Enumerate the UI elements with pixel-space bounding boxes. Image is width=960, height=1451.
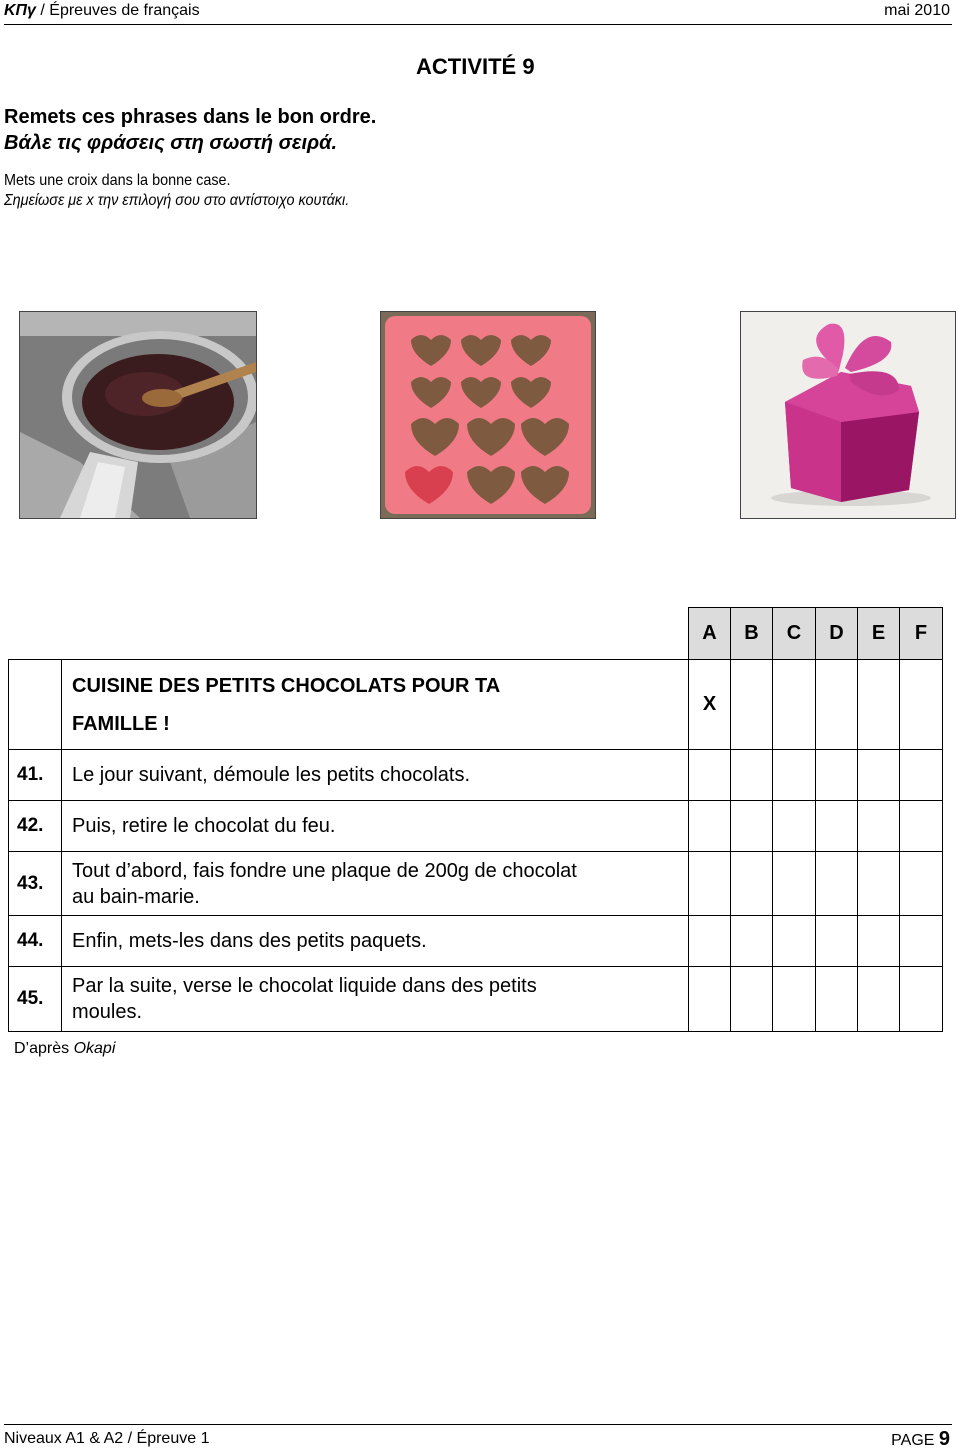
column-header: A	[689, 608, 731, 660]
answer-box[interactable]	[858, 967, 900, 1032]
header-date: mai 2010	[884, 2, 950, 19]
row-sentence: Puis, retire le chocolat du feu.	[62, 801, 689, 852]
row-number: 43.	[9, 852, 62, 916]
row-number: 41.	[9, 750, 62, 801]
answer-box[interactable]	[816, 660, 858, 750]
answer-box[interactable]	[900, 967, 943, 1032]
row-sentence-line1: Par la suite, verse le chocolat liquide dans des petits	[72, 975, 537, 997]
header-left	[4, 2, 200, 20]
photo-heart-mould	[380, 311, 596, 519]
blank-cell	[62, 608, 689, 660]
answer-box[interactable]	[731, 660, 773, 750]
source-credit	[14, 1040, 115, 1058]
example-title-line2: FAMILLE !	[72, 712, 170, 735]
table-row	[9, 852, 943, 916]
answer-box[interactable]	[858, 852, 900, 916]
row-sentence-line2: au bain-marie.	[72, 885, 200, 908]
answer-box[interactable]	[731, 967, 773, 1032]
column-header: E	[858, 608, 900, 660]
activity-title: ACTIVITÉ 9	[416, 54, 535, 79]
answer-box[interactable]	[900, 660, 943, 750]
row-sentence	[62, 852, 689, 916]
instruction-gr-sub: Σημείωσε με x την επιλογή σου στο αντίστοιχο κουτάκι.	[4, 192, 350, 209]
answer-box[interactable]	[773, 801, 816, 852]
blank-cell	[9, 608, 62, 660]
answer-box[interactable]	[773, 916, 816, 967]
answer-box[interactable]	[816, 852, 858, 916]
footer-page	[891, 1428, 950, 1451]
answer-box[interactable]	[816, 801, 858, 852]
header-subject: ΚΠγ	[4, 2, 36, 19]
answer-box[interactable]	[689, 852, 731, 916]
answer-box[interactable]	[773, 750, 816, 801]
example-mark: X	[689, 660, 731, 750]
example-number-cell	[9, 660, 62, 750]
source-name: Okapi	[73, 1040, 116, 1057]
header-rule	[4, 24, 952, 25]
answer-box[interactable]	[731, 852, 773, 916]
answer-box[interactable]	[689, 916, 731, 967]
table-row	[9, 801, 943, 852]
column-header: B	[731, 608, 773, 660]
row-sentence: Enfin, mets-les dans des petits paquets.	[62, 916, 689, 967]
footer-page-label: PAGE	[891, 1432, 939, 1449]
row-number: 45.	[9, 967, 62, 1032]
footer-level: Niveaux A1 & A2 / Épreuve 1	[4, 1430, 210, 1447]
row-sentence	[62, 967, 689, 1032]
example-row	[9, 660, 943, 750]
answer-box[interactable]	[773, 852, 816, 916]
table-row	[9, 750, 943, 801]
answer-box[interactable]	[689, 750, 731, 801]
table-row	[9, 967, 943, 1032]
answer-box[interactable]	[858, 801, 900, 852]
source-prefix: D’après	[14, 1040, 74, 1057]
answer-box[interactable]	[816, 967, 858, 1032]
answer-box[interactable]	[900, 916, 943, 967]
instruction-gr-main: Βάλε τις φράσεις στη σωστή σειρά.	[4, 132, 338, 154]
example-title-line1: CUISINE DES PETITS CHOCOLATS POUR TA	[72, 674, 501, 697]
answer-box[interactable]	[816, 750, 858, 801]
footer-rule	[4, 1424, 952, 1425]
answer-box[interactable]	[858, 750, 900, 801]
column-header-row	[9, 608, 943, 660]
answer-box[interactable]	[858, 660, 900, 750]
row-number: 44.	[9, 916, 62, 967]
answer-box[interactable]	[900, 852, 943, 916]
column-header: F	[900, 608, 943, 660]
answer-table	[8, 607, 943, 1032]
answer-box[interactable]	[858, 916, 900, 967]
answer-box[interactable]	[731, 801, 773, 852]
row-sentence-line1: Tout d’abord, fais fondre une plaque de 200g de chocolat	[72, 859, 577, 882]
answer-box[interactable]	[731, 916, 773, 967]
row-number: 42.	[9, 801, 62, 852]
answer-box[interactable]	[689, 801, 731, 852]
photo-gift-box	[740, 311, 956, 519]
answer-box[interactable]	[816, 916, 858, 967]
instruction-fr-main: Remets ces phrases dans le bon ordre.	[4, 106, 377, 128]
photo-melting-chocolate	[19, 311, 257, 519]
column-header: D	[816, 608, 858, 660]
example-title	[62, 660, 689, 750]
column-header: C	[773, 608, 816, 660]
table-row	[9, 916, 943, 967]
row-sentence: Le jour suivant, démoule les petits chocolats.	[62, 750, 689, 801]
footer-page-number: 9	[938, 1428, 950, 1450]
answer-box[interactable]	[900, 750, 943, 801]
answer-box[interactable]	[689, 967, 731, 1032]
header-subtitle: / Épreuves de français	[35, 2, 200, 19]
instruction-fr-sub: Mets une croix dans la bonne case.	[4, 172, 231, 189]
row-sentence-line2: moules.	[72, 1001, 143, 1023]
answer-box[interactable]	[773, 967, 816, 1032]
answer-box[interactable]	[900, 801, 943, 852]
answer-box[interactable]	[773, 660, 816, 750]
answer-box[interactable]	[731, 750, 773, 801]
